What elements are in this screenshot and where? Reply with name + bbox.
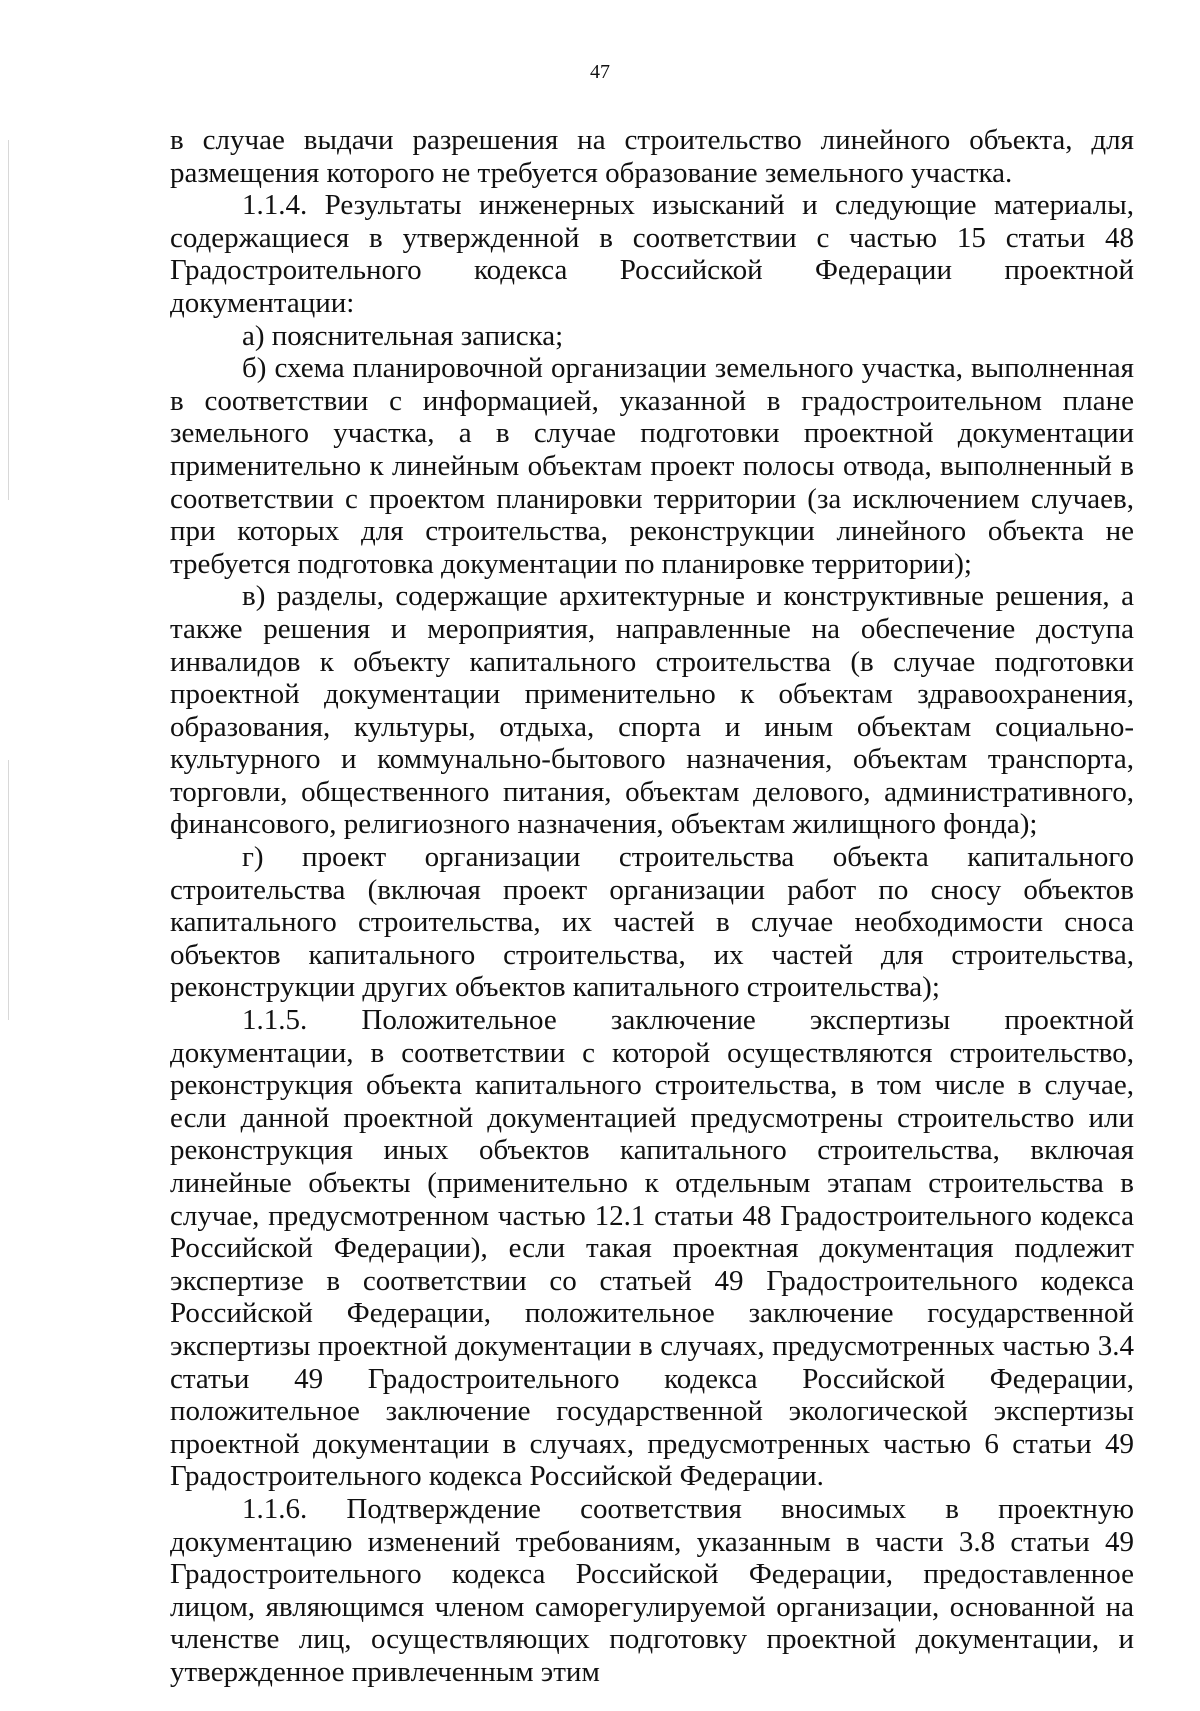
list-item-v: в) разделы, содержащие архитектурные и конструктивные решения, а также решения и мероприятия, направленные на обеспечение доступа инвалидов к объекту капитального строительства (в случае подготовки проектной документации применительно к объектам здравоохранения, образования, культуры, отдыха, спорта и иным объектам социально-культурного и коммунально-бытового назначения, объектам транспорта, торговли, общественного питания, объектам делового, административного, финансового, религиозного назначения, объектам жилищного фонда);: [170, 580, 1134, 841]
list-item-b: б) схема планировочной организации земельного участка, выполненная в соответствии с информацией, указанной в градостроительном плане земельного участка, а в случае подготовки проектной документации применительно к линейным объектам проект полосы отвода, выполненный в соответствии с проектом планировки территории (за исключением случаев, при которых для строительства, реконструкции линейного объекта не требуется подготовка документации по планировке территории);: [170, 352, 1134, 580]
paragraph-1-1-6: 1.1.6. Подтверждение соответствия вносимых в проектную документацию изменений требованиям, указанным в части 3.8 статьи 49 Градостроительного кодекса Российской Федерации, предоставленное лицом, являющимся членом саморегулируемой организации, основанной на членстве лиц, осуществляющих подготовку проектной документации, и утвержденное привлеченным этим: [170, 1492, 1134, 1688]
scan-edge-line: [8, 140, 9, 500]
scan-edge-line: [8, 760, 9, 1020]
paragraph-1-1-5: 1.1.5. Положительное заключение экспертизы проектной документации, в соответствии с которой осуществляются строительство, реконструкция объекта капитального строительства, в том числе в случае, если данной проектной документацией предусмотрены строительство или реконструкция иных объектов капитального строительства, включая линейные объекты (применительно к отдельным этапам строительства в случае, предусмотренном частью 12.1 статьи 48 Градостроительного кодекса Российской Федерации), если такая проектная документация подлежит экспертизе в соответствии со статьей 49 Градостроительного кодекса Российской Федерации, положительное заключение государственной экспертизы проектной документации в случаях, предусмотренных частью 3.4 статьи 49 Градостроительного кодекса Российской Федерации, положительное заключение государственной экологической экспертизы проектной документации в случаях, предусмотренных частью 6 статьи 49 Градостроительного кодекса Российской Федерации.: [170, 1004, 1134, 1493]
paragraph-continuation: в случае выдачи разрешения на строительство линейного объекта, для размещения которого не требуется образование земельного участка.: [170, 124, 1134, 189]
document-body: [170, 124, 1134, 1689]
paragraph-1-1-4: 1.1.4. Результаты инженерных изысканий и следующие материалы, содержащиеся в утвержденной в соответствии с частью 15 статьи 48 Градостроительного кодекса Российской Федерации проектной документации:: [170, 189, 1134, 319]
list-item-g: г) проект организации строительства объекта капитального строительства (включая проект организации работ по сносу объектов капитального строительства, их частей в случае необходимости сноса объектов капитального строительства, их частей для строительства, реконструкции других объектов капитального строительства);: [170, 841, 1134, 1004]
page-number: 47: [590, 61, 610, 83]
list-item-a: а) пояснительная записка;: [242, 319, 564, 352]
